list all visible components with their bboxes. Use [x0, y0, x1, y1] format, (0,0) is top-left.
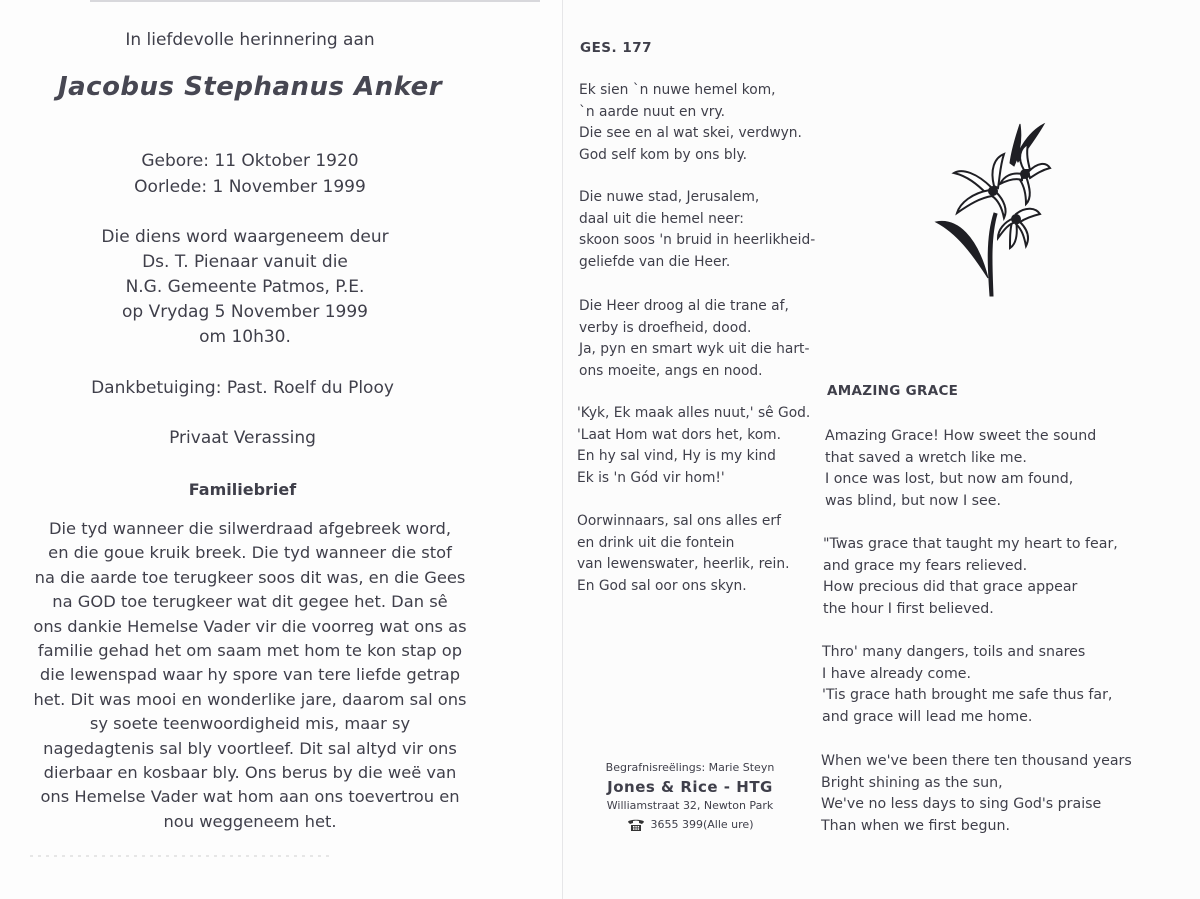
verse-line: I have already come.	[822, 665, 972, 682]
verse-line: En God sal oor ons skyn.	[577, 577, 747, 594]
verse-line: When we've been there ten thousand years	[821, 753, 1132, 769]
service-line: N.G. Gemeente Patmos, P.E.	[125, 277, 365, 297]
family-letter-title: Familiebrief	[188, 480, 297, 499]
hymn1-stanza	[579, 187, 815, 273]
service-line: om 10h30.	[199, 327, 291, 347]
funeral-address: Williamstraat 32, Newton Park	[606, 799, 774, 812]
died-date: Oorlede: 1 November 1999	[134, 177, 366, 197]
hymn2-stanza	[825, 426, 1096, 512]
cremation-text: Privaat Verassing	[169, 428, 316, 448]
hymn1-stanza	[577, 511, 790, 597]
top-edge-line	[90, 0, 540, 2]
hymn1-stanza	[579, 80, 802, 166]
hymn2-stanza	[822, 642, 1112, 728]
letter-line: na die aarde toe terugkeer soos dit was, en die Gees	[34, 567, 466, 587]
verse-line: Ek is 'n Gód vir hom!'	[577, 469, 725, 486]
funeral-firm-name: Jones & Rice - HTG	[607, 778, 773, 796]
verse-line: ons moeite, angs en nood.	[579, 362, 763, 379]
letter-line: sy soete teenwoordigheid mis, maar sy	[89, 714, 411, 734]
hymn-title-amazing-grace: AMAZING GRACE	[827, 383, 959, 399]
verse-line: En hy sal vind, Hy is my kind	[577, 448, 776, 465]
verse-line: the hour I first believed.	[823, 600, 994, 617]
verse-line: skoon soos 'n bruid in heerlikheid-	[579, 232, 816, 249]
verse-line: Than when we first begun.	[821, 817, 1010, 834]
intro-text: In liefdevolle herinnering aan	[125, 30, 375, 50]
verse-line: Die nuwe stad, Jerusalem,	[579, 189, 760, 205]
verse-line: We've no less days to sing God's praise	[821, 796, 1102, 813]
deceased-name: Jacobus Stephanus Anker	[57, 72, 443, 102]
thanks-text: Dankbetuiging: Past. Roelf du Plooy	[91, 378, 394, 398]
verse-line: was blind, but now I see.	[825, 492, 1002, 509]
service-line: op Vrydag 5 November 1999	[121, 302, 368, 322]
verse-line: "Twas grace that taught my heart to fear,	[823, 536, 1118, 552]
verse-line: daal uit die hemel neer:	[579, 210, 744, 227]
letter-line: Die tyd wanneer die silwerdraad afgebreek word,	[49, 519, 451, 538]
verse-line: that saved a wretch like me.	[825, 449, 1027, 466]
telephone-icon	[627, 818, 645, 832]
verse-line: Ja, pyn en smart wyk uit die hart-	[579, 341, 810, 358]
verse-line: van lewenswater, heerlik, rein.	[577, 556, 790, 573]
verse-line: and grace my fears relieved.	[823, 557, 1028, 574]
service-details	[0, 225, 490, 350]
service-line: Ds. T. Pienaar vanuit die	[142, 252, 348, 272]
hymn1-stanza	[579, 296, 809, 382]
hymn1-stanza	[577, 403, 810, 489]
verse-line: 'Laat Hom wat dors het, kom.	[577, 426, 781, 443]
family-letter	[10, 517, 490, 834]
verse-line: `n aarde nuut en vry.	[579, 103, 726, 120]
verse-line: I once was lost, but now am found,	[825, 471, 1074, 488]
letter-line: dierbaar en kosbaar bly. Ons berus by die weë van	[43, 763, 457, 783]
verse-line: 'Tis grace hath brought me safe thus far,	[822, 687, 1113, 704]
phone-line	[585, 814, 795, 836]
verse-line: and grace will lead me home.	[822, 708, 1033, 725]
letter-line: het. Dit was mooi en wonderlike jare, daarom sal ons	[33, 689, 467, 709]
letter-line: ons Hemelse Vader wat hom aan ons toevertrou en	[40, 787, 460, 807]
verse-line: Die see en al wat skei, verdwyn.	[579, 125, 802, 142]
verse-line: 'Kyk, Ek maak alles nuut,' sê God.	[577, 405, 811, 421]
verse-line: geliefde van die Heer.	[579, 253, 731, 270]
arrangements-text: Begrafnisreëlings: Marie Steyn	[605, 761, 775, 774]
verse-line: Ek sien `n nuwe hemel kom,	[579, 82, 776, 98]
center-fold	[562, 0, 563, 899]
letter-line: na GOD toe terugkeer wat dit gegee het. Dan sê	[52, 592, 448, 612]
verse-line: Oorwinnaars, sal ons alles erf	[577, 513, 781, 529]
verse-line: verby is droefheid, dood.	[579, 319, 752, 336]
phone-number: 3655 399(Alle ure)	[650, 818, 754, 831]
letter-line: ons dankie Hemelse Vader vir die voorreg wat ons as	[33, 616, 467, 636]
verse-line: God self kom by ons bly.	[579, 146, 748, 163]
hymn2-stanza	[821, 751, 1132, 837]
letter-line: die lewenspad waar hy spore van tere liefde getrap	[39, 665, 461, 685]
funeral-home-block	[585, 760, 795, 836]
verse-line: Die Heer droog al die trane af,	[579, 298, 789, 314]
dates-block	[0, 148, 500, 200]
verse-line: How precious did that grace appear	[823, 579, 1078, 596]
hymn2-stanza	[823, 534, 1118, 620]
lily-flower-icon	[932, 118, 1052, 298]
hymn-title-ges177: GES. 177	[580, 40, 653, 56]
verse-line: Thro' many dangers, toils and snares	[822, 644, 1086, 660]
verse-line: en drink uit die fontein	[577, 534, 735, 551]
born-date: Gebore: 11 Oktober 1920	[141, 151, 359, 171]
verse-line: Bright shining as the sun,	[821, 774, 1003, 791]
scan-smudge	[30, 855, 330, 857]
service-line: Die diens word waargeneem deur	[101, 227, 389, 247]
letter-line: nagedagtenis sal bly voortleef. Dit sal altyd vir ons	[43, 738, 457, 758]
verse-line: Amazing Grace! How sweet the sound	[825, 428, 1097, 444]
letter-line: nou weggeneem het.	[163, 811, 337, 831]
letter-line: en die goue kruik breek. Die tyd wanneer die stof	[48, 543, 452, 563]
letter-line: familie gehad het om saam met hom te kon stap op	[37, 641, 463, 661]
